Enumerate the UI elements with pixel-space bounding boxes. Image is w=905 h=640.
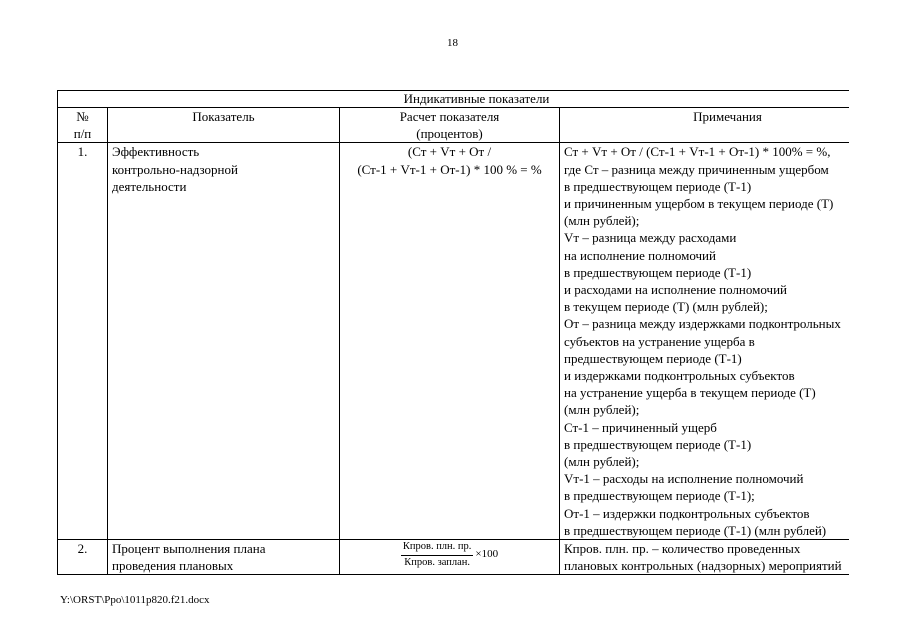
fraction-numerator: Кпров. плн. пр. (401, 541, 474, 556)
fraction-denominator: Кпров. заплан. (404, 556, 471, 568)
indicator-cell: Процент выполнения плана проведения плановых (108, 540, 340, 575)
fraction (401, 541, 474, 569)
header-num: № п/п (58, 108, 108, 143)
indicator-cell: Эффективность контрольно-надзорной деятельности (108, 143, 340, 540)
header-notes: Примечания (560, 108, 850, 143)
calc-fraction-cell (340, 540, 560, 575)
indicators-table-frame (57, 90, 849, 579)
table-row (58, 143, 850, 540)
table-header-row (58, 108, 850, 143)
fraction-multiplier: ×100 (475, 548, 499, 561)
indicators-table (57, 90, 849, 575)
notes-cell: Ст + Vт + От / (Ст-1 + Vт-1 + От-1) * 100% = %, где Ст – разница между причиненным ущербом в предшествующем периоде (Т-1) и причиненным ущербом в текущем периоде (Т) (млн рублей); Vт – разница между расходами на исполнение полномочий в предшествующем периоде (Т-1) и расходами на исполнение полномочий в текущем периоде (Т) (млн рублей); От – разница между издержками подконтрольных субъектов на устранение ущерба в предшествующем периоде (Т-1) и издержками подконтрольных субъектов на устранение ущерба в текущем периоде (Т) (млн рублей); Ст-1 – причиненный ущерб в предшествующем периоде (Т-1) (млн рублей); Vт-1 – расходы на исполнение полномочий в предшествующем периоде (Т-1); От-1 – издержки подконтрольных субъектов в предшествующем периоде (Т-1) (млн рублей) (560, 143, 850, 540)
header-calc: Расчет показателя (процентов) (340, 108, 560, 143)
notes-cell: Кпров. плн. пр. – количество проведенных плановых контрольных (надзорных) мероприятий (560, 540, 850, 575)
table-row (58, 540, 850, 575)
row-number: 2. (58, 540, 108, 575)
row-number: 1. (58, 143, 108, 540)
header-indicator: Показатель (108, 108, 340, 143)
calc-formula-cell: (Ст + Vт + От / (Ст-1 + Vт-1 + От-1) * 100 % = % (340, 143, 560, 540)
table-caption: Индикативные показатели (58, 91, 850, 108)
page-number: 18 (447, 37, 458, 49)
footer-file-path: Y:\ORST\Ppo\1011p820.f21.docx (60, 594, 210, 606)
